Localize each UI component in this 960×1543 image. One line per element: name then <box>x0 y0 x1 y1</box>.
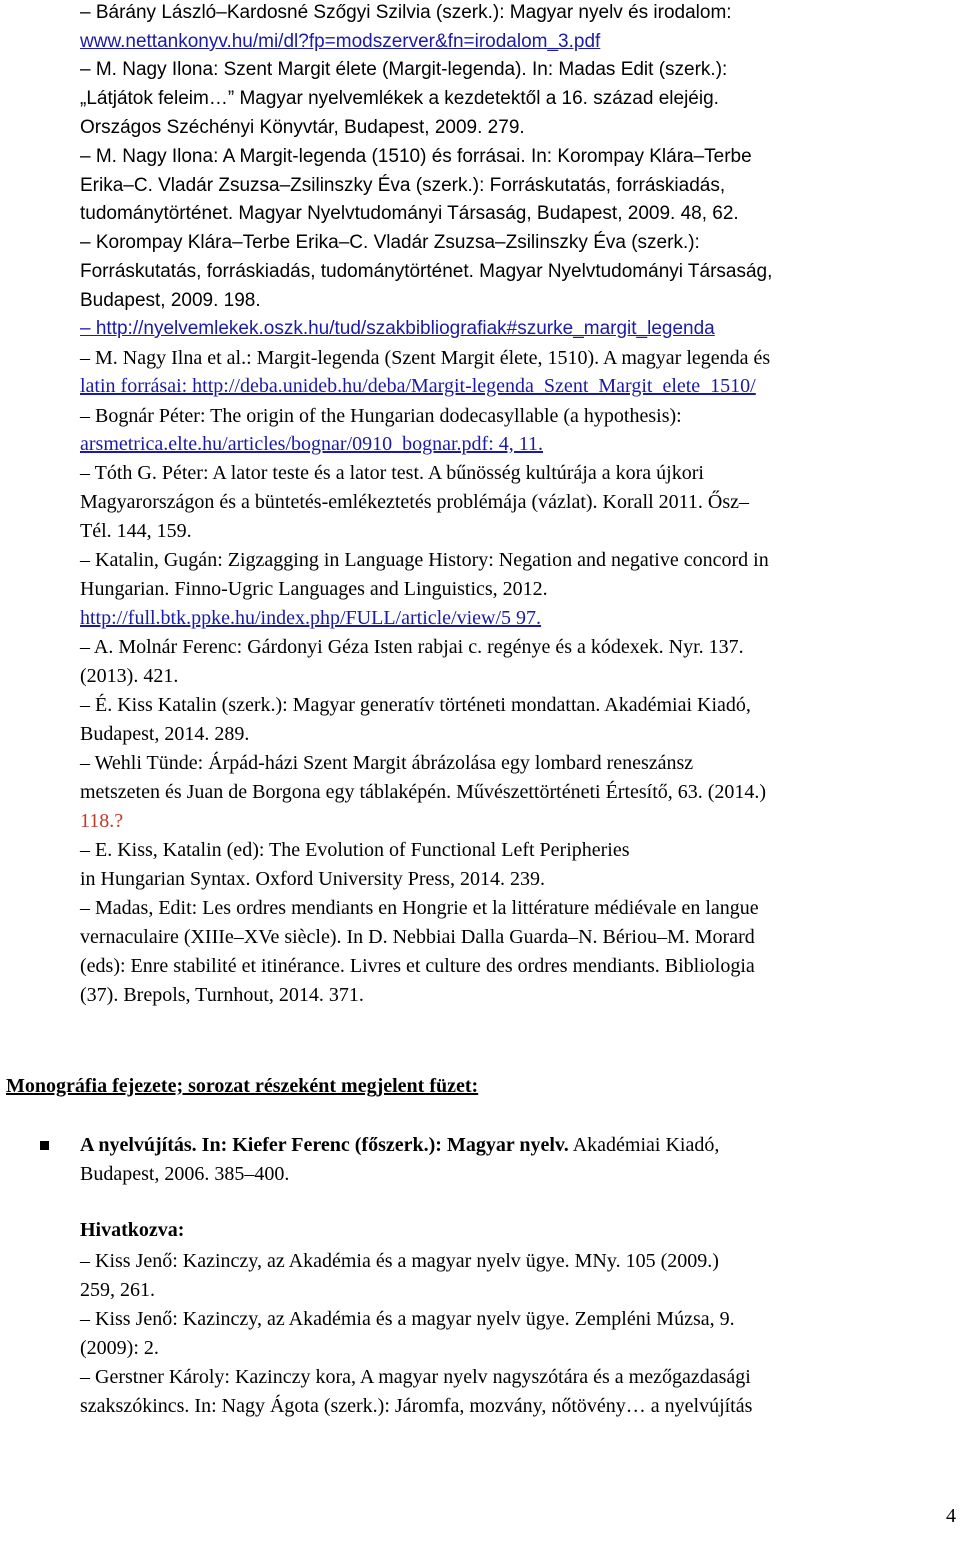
citation-line: 259, 261. <box>80 1279 155 1301</box>
ref-line: Hungarian. Finno-Ugric Languages and Linguistics, 2012. <box>80 578 548 600</box>
page-number: 4 <box>946 1505 956 1527</box>
ref-line: – Bognár Péter: The origin of the Hungarian dodecasyllable (a hypothesis): <box>80 405 682 427</box>
citation-line: – Kiss Jenő: Kazinczy, az Akadémia és a magyar nyelv ügye. MNy. 105 (2009.) <box>80 1250 719 1272</box>
ref-line: – M. Nagy Ilona: A Margit-legenda (1510) és forrásai. In: Korompay Klára–Terbe <box>80 146 752 167</box>
ref-line: Országos Széchényi Könyvtár, Budapest, 2009. 279. <box>80 117 525 138</box>
citation-line: – Gerstner Károly: Kazinczy kora, A magyar nyelv nagyszótára és a mezőgazdasági <box>80 1366 751 1388</box>
citation-line: – Kiss Jenő: Kazinczy, az Akadémia és a magyar nyelv ügye. Zempléni Múzsa, 9. <box>80 1308 735 1330</box>
ref-link[interactable] <box>80 432 543 457</box>
ref-link[interactable] <box>80 316 715 341</box>
ref-line: – Katalin, Gugán: Zigzagging in Language History: Negation and negative concord in <box>80 549 769 571</box>
ref-line: – Wehli Tünde: Árpád-házi Szent Margit ábrázolása egy lombard reneszánsz <box>80 752 694 774</box>
ref-link[interactable] <box>80 374 756 399</box>
ref-line: Forráskutatás, forráskiadás, tudománytörténet. Magyar Nyelvtudományi Társaság, <box>80 261 773 282</box>
link[interactable]: latin forrásai: http://deba.unideb.hu/deba/Margit-legenda_Szent_Margit_elete_1510/ <box>80 375 756 397</box>
ref-line: – A. Molnár Ferenc: Gárdonyi Géza Isten rabjai c. regénye és a kódexek. Nyr. 137. <box>80 636 744 658</box>
ref-line: (2013). 421. <box>80 665 179 687</box>
link[interactable]: www.nettankonyv.hu/mi/dl?fp=modszerver&fn=irodalom_3.pdf <box>80 31 601 52</box>
ref-line: – Madas, Edit: Les ordres mendiants en Hongrie et la littérature médiévale en langue <box>80 897 759 919</box>
ref-line: Erika–C. Vladár Zsuzsa–Zsilinszky Éva (szerk.): Forráskutatás, forráskiadás, <box>80 175 726 196</box>
ref-line: Magyarországon és a büntetés-emlékeztetés problémája (vázlat). Korall 2011. Ősz– <box>80 491 749 513</box>
link[interactable]: http://full.btk.ppke.hu/index.php/FULL/article/view/5 97. <box>80 607 542 629</box>
ref-line: – É. Kiss Katalin (szerk.): Magyar generatív történeti mondattan. Akadémiai Kiadó, <box>80 694 751 716</box>
ref-line: „Látjátok feleim…” Magyar nyelvemlékek a kezdetektől a 16. század elejéig. <box>80 88 719 109</box>
ref-line: metszeten és Juan de Borgona egy táblaképén. Művészettörténeti Értesítő, 63. (2014.) <box>80 781 767 803</box>
ref-line: – Korompay Klára–Terbe Erika–C. Vladár Zsuzsa–Zsilinszky Éva (szerk.): <box>80 232 700 253</box>
publication-entry-line2: Budapest, 2006. 385–400. <box>80 1163 290 1185</box>
publication-title: A nyelvújítás. In: Kiefer Ferenc (főszerk.): Magyar nyelv. <box>80 1134 569 1156</box>
ref-line: vernaculaire (XIIIe–XVe siècle). In D. Nebbiai Dalla Guarda–N. Bériou–M. Morard <box>80 926 755 948</box>
ref-link[interactable] <box>80 29 600 54</box>
ref-line: – Tóth G. Péter: A lator teste és a lator test. A bűnösség kultúrája a kora újkori <box>80 462 704 484</box>
link[interactable]: arsmetrica.elte.hu/articles/bognar/0910_bognar.pdf: 4, 11. <box>80 433 544 455</box>
citation-line: szakszókincs. In: Nagy Ágota (szerk.): Járomfa, mozvány, nőtövény… a nyelvújítás <box>80 1395 753 1417</box>
citation-line: (2009): 2. <box>80 1337 159 1359</box>
publication-entry <box>80 1133 719 1158</box>
ref-line: – M. Nagy Ilona: Szent Margit élete (Margit-legenda). In: Madas Edit (szerk.): <box>80 59 728 80</box>
ref-line: (eds): Enre stabilité et itinérance. Livres et culture des ordres mendiants. Bibliologia <box>80 955 755 977</box>
ref-line: Budapest, 2014. 289. <box>80 723 250 745</box>
ref-link[interactable] <box>80 606 541 631</box>
ref-line: Tél. 144, 159. <box>80 520 192 542</box>
ref-line: tudománytörténet. Magyar Nyelvtudományi Társaság, Budapest, 2009. 48, 62. <box>80 203 739 224</box>
link[interactable]: – http://nyelvemlekek.oszk.hu/tud/szakbibliografiak#szurke_margit_legenda <box>80 318 715 339</box>
ref-line: – M. Nagy Ilna et al.: Margit-legenda (Szent Margit élete, 1510). A magyar legenda és <box>80 347 771 369</box>
cited-label: Hivatkozva: <box>80 1219 185 1241</box>
ref-line: Budapest, 2009. 198. <box>80 290 261 311</box>
section-heading: Monográfia fejezete; sorozat részeként megjelent füzet: <box>6 1075 479 1097</box>
ref-line: in Hungarian Syntax. Oxford University Press, 2014. 239. <box>80 868 545 890</box>
ref-line: – E. Kiss, Katalin (ed): The Evolution of Functional Left Peripheries <box>80 839 630 861</box>
square-bullet-icon <box>40 1141 49 1150</box>
ref-line: – Bárány László–Kardosné Szőgyi Szilvia (szerk.): Magyar nyelv és irodalom: <box>80 2 732 23</box>
publication-publisher: Akadémiai Kiadó, <box>568 1134 720 1156</box>
ref-line: (37). Brepols, Turnhout, 2014. 371. <box>80 984 364 1006</box>
ref-line: 118.? <box>80 810 124 832</box>
